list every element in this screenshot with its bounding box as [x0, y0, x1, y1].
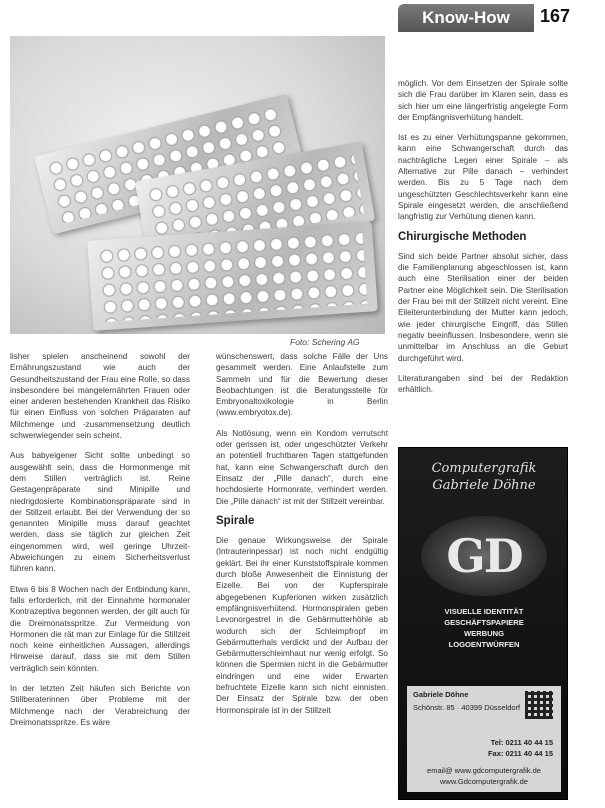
ad-email: email@ www.gdcomputergrafik.de	[427, 766, 541, 775]
paragraph: wünschenswert, dass solche Fälle der Uns gesammelt werden. Eine Anlaufstelle zum Sammeln und für die Bewertung dieser Beobachtungen ist die Beratungsstelle für Embryonaltoxikologie in Berlin (www.embryotox.de).	[216, 352, 388, 418]
paragraph: In der letzten Zeit häufen sich Berichte von Stillberaterinnen über Probleme mit der Milchmenge nach der Verabreichung der Dreimonatsspritze. Es wäre	[10, 684, 190, 727]
ad-script-line: Computergrafik	[431, 461, 537, 476]
ad-script-line: Gabriele Döhne	[432, 478, 536, 493]
gd-logo: GD	[421, 516, 547, 596]
paragraph: Ist es zu einer Verhütungspanne gekommen, kann eine Schwangerschaft durch das nachträgliche Legen einer Spirale – als Alternative zur Pille danach – verhindert werden. Bis zu 5 Tage nach dem ungeschützten Geschlechtsverkehr kann eine Spirale eingesetzt werden, die anschließend langfristig zur Verhütung dienen kann.	[398, 133, 568, 222]
text-column-right	[398, 78, 568, 404]
ad-phone: Tel: 0211 40 44 15	[490, 738, 553, 747]
ad-service-line: WERBUNG	[463, 629, 505, 638]
paragraph: lisher spielen anscheinend sowohl der Ernährungszustand wie auch der Gesundheitszustand der Frau eine Rolle, so dass insbesondere bei mangelernährten Frauen oder einer anderen bestehenden Krankheit das Risiko für einen Einfluss von solchen Präparaten auf Milchmenge und -zusammensetzung deutlich schwerwiegender sein scheint.	[10, 352, 190, 441]
qr-code-icon	[525, 691, 553, 719]
ad-fax: Fax: 0211 40 44 15	[487, 748, 553, 758]
text-column-left	[10, 351, 190, 737]
photo-credit: Foto: Schering AG	[290, 337, 360, 347]
ad-service-line: GESCHÄFTSPAPIERE	[444, 618, 524, 627]
ad-web-block	[413, 766, 555, 787]
ad-service-line: VISUELLE IDENTITÄT	[444, 607, 524, 616]
ad-contact-address: Schönstr. 85 · 40399 Düsseldorf	[413, 702, 521, 712]
paragraph: möglich. Vor dem Einsetzen der Spirale sollte sich die Frau darüber im Klaren sein, dass es sich hier um eine längerfristig angelegte Form der Empfängnisverhütung handelt.	[398, 79, 568, 122]
page-number: 167	[540, 6, 571, 26]
pill-blister-pack	[87, 221, 378, 331]
paragraph: Etwa 6 bis 8 Wochen nach der Entbindung kann, falls erforderlich, mit der Einnahme hormonaler Kontrazeptiva begonnen werden, der gilt auch für die Dreimonatsspritze. Zur Vermeidung von Hormonen die rät man zur Einlage für die Stillzeit noch keine einheitlichen Aussagen, allerdings Hinweise darauf, dass sie mit dem Stillen verträglich sein könnten.	[10, 584, 190, 673]
paragraph: Aus babyeigener Sicht sollte unbedingt so ausgewählt sein, dass die Hormonmenge mit dem Stillen verträglich ist. Reine Gestagenpräparate sind Minipille und niedrigdosierte Kombinationspräparate sind in der Stillzeit erlaubt. Bei der Verwendung der so genannten Minipille muss darauf geachtet werden, dass sie täglich zur gleichen Zeit eingenommen wird, weil geringe Uhrzeit-Abweichungen zu einem Sicherheitsverlust führen kann.	[10, 451, 190, 574]
ad-phone-block	[488, 738, 553, 759]
section-heading-spirale: Spirale	[216, 514, 255, 527]
section-heading-chirurgische-methoden: Chirurgische Methoden	[398, 230, 527, 243]
text-column-middle	[216, 351, 388, 725]
ad-services	[407, 606, 561, 650]
section-header-tab: Know-How	[398, 4, 534, 32]
ad-website: www.Gdcomputergrafik.de	[440, 776, 528, 786]
paragraph: Sind sich beide Partner absolut sicher, dass die Familienplanung abgeschlossen ist, kann auch eine Sterilisation einer der beiden Partner eine Möglichkeit sein. Die Sterilisation der Frau bei mit der Stillzeit nicht vereint. Eine Eileiterunterbindung der Mutter kann jedoch, wie jeder chirurgische Eingriff, das Stillen negativ beeinflussen. Insbesondere, wenn sie unmittelbar im Anschluss an die Geburt durchgeführt wird.	[398, 251, 568, 363]
literature-note: Literaturangaben sind bei der Redaktion erhältlich.	[398, 373, 568, 395]
pill-blister-photo	[10, 36, 385, 334]
ad-service-line: LOGOENTWÜRFEN	[448, 640, 520, 649]
advertisement	[398, 447, 568, 800]
ad-contact-name: Gabriele Döhne	[413, 690, 469, 699]
paragraph: Als Notlösung, wenn ein Kondom verrutscht oder gerissen ist, oder ungeschützter Verkehr an potentiell fruchtbaren Tagen stattgefunden hat, kann eine Schwangerschaft durch den Einsatz der „Pille danach“, durch eine hochdosierte Hormonrate, verhindert werden. Die „Pille danach“ ist mit der Stillzeit vereinbar.	[216, 428, 388, 506]
ad-script-title	[409, 460, 559, 494]
paragraph: Die genaue Wirkungsweise der Spirale (Intrauterinpessar) ist noch nicht endgültig geklärt. Bei ihr einer Kunststoffspirale kommen durch bloße Anwesenheit die Einnistung der Eizelle. Bei von der Kupferspirale abgegebenen Kupferionen wirken zusätzlich empfängnisverhütend. Hormonspiralen geben Levonorgestrel in die Gebärmutterhöhle ab wodurch sich der Schleimpfropf im Gebärmutterhals verdickt und der Aufbau der Gebärmutterschleimhaut nur wenig erfolgt. So können die Spermien nicht in die Gebärmutter eindringen und eine wider Erwarten befruchtete Eizelle kann sich nicht einnisten. Der Einsatz der Spirale bzw. der oben Hormonspirale ist in der Stillzeit	[216, 536, 388, 715]
ad-contact-box	[407, 686, 561, 792]
